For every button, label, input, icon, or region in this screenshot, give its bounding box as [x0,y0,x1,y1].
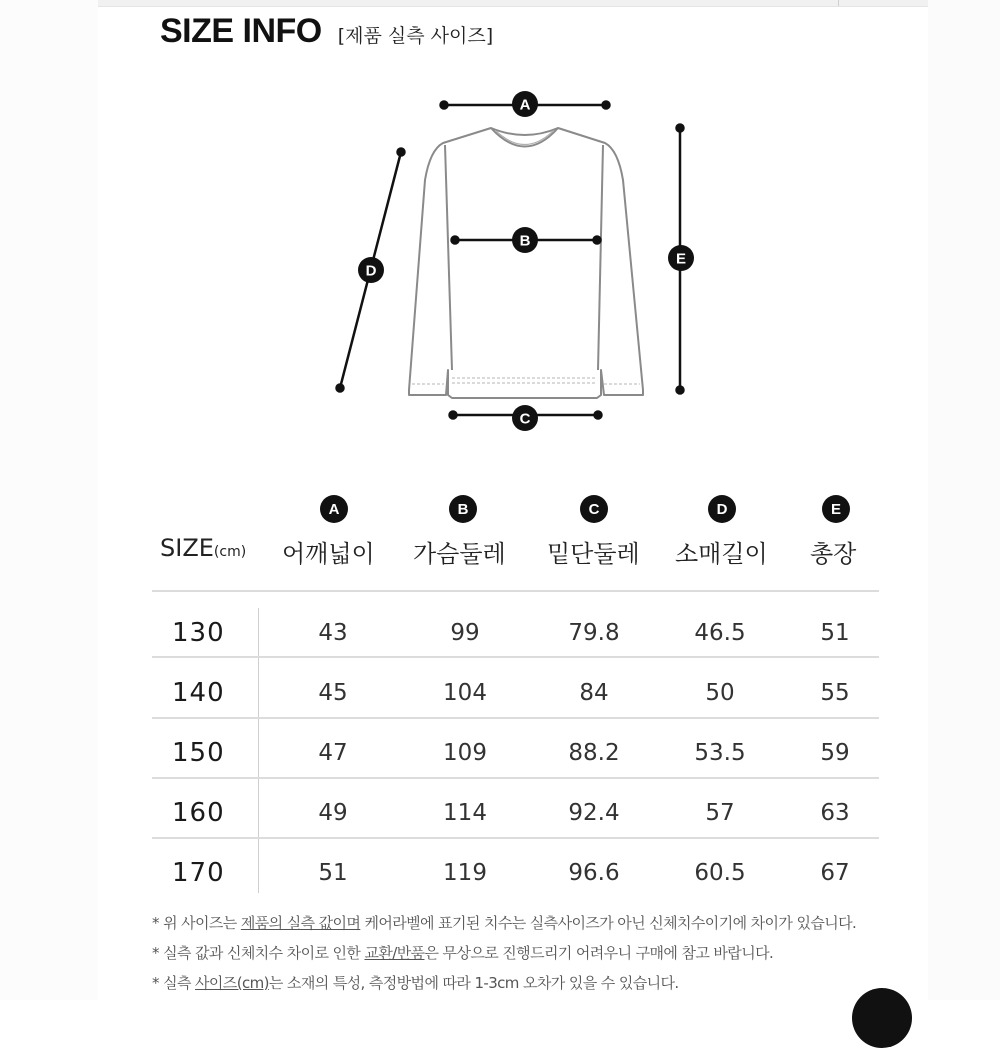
marker-b-text: B [519,232,531,250]
col-d-label: 소매길이 [675,540,768,568]
cell-shoulder: 43 [318,620,348,646]
col-b-marker: B [449,495,477,523]
shirt-outline [409,128,643,398]
row-size: 130 [172,618,225,648]
cell-chest: 114 [443,800,487,826]
cell-length: 55 [820,680,850,706]
row-size: 160 [172,798,225,828]
size-notes [152,908,932,998]
row-size: 170 [172,858,225,888]
col-c-marker: C [580,495,608,523]
marker-a-text: A [519,96,531,114]
cell-shoulder: 45 [318,680,348,706]
cell-hem: 96.6 [568,860,620,886]
table-row [152,658,879,718]
cell-hem: 92.4 [568,800,620,826]
table-header [152,490,879,590]
cell-hem: 79.8 [568,620,620,646]
col-c-label: 밑단둘레 [547,540,640,568]
cell-shoulder: 47 [318,740,348,766]
title-sub: [제품 실측 사이즈] [337,25,494,47]
table-row [152,778,879,838]
cell-length: 63 [820,800,850,826]
cell-chest: 104 [443,680,487,706]
note-exchange [152,938,932,968]
cell-chest: 119 [443,860,487,886]
cell-sleeve: 46.5 [694,620,746,646]
floating-button[interactable] [852,988,912,1048]
note-text: * 위 사이즈는 [152,914,241,932]
cell-sleeve: 50 [705,680,735,706]
marker-c-text: C [519,410,531,428]
size-column-header [160,534,246,562]
marker-e-badge [668,245,694,271]
cell-chest: 109 [443,740,487,766]
title-main: SIZE INFO [160,12,322,50]
note-text: 은 무상으로 진행드리기 어려우니 구매에 참고 바랍니다. [424,944,774,962]
marker-b-badge [512,227,538,253]
note-text: 케어라벨에 표기된 치수는 실측사이즈가 아닌 신체치수이기에 차이가 있습니다. [360,914,857,932]
note-text: 는 소재의 특성, 측정방법에 따라 1-3cm 오차가 있을 수 있습니다. [268,974,679,992]
note-measurement [152,908,932,938]
row-size: 140 [172,678,225,708]
garment-diagram [0,0,1000,460]
cell-chest: 99 [450,620,480,646]
cell-hem: 84 [579,680,609,706]
cell-shoulder: 49 [318,800,348,826]
note-emphasis: 교환/반품 [364,944,425,962]
col-e-marker: E [822,495,850,523]
cell-hem: 88.2 [568,740,620,766]
cell-length: 51 [820,620,850,646]
col-b-label: 가슴둘레 [413,540,506,568]
col-a-label: 어깨넓이 [282,540,375,568]
cell-shoulder: 51 [318,860,348,886]
cell-sleeve: 53.5 [694,740,746,766]
table-row [152,718,879,778]
col-d-marker: D [708,495,736,523]
marker-a-badge [512,91,538,117]
table-row [152,598,879,658]
cell-length: 67 [820,860,850,886]
note-tolerance [152,968,932,998]
cell-length: 59 [820,740,850,766]
marker-c-badge [512,405,538,431]
size-unit: (cm) [213,544,247,560]
col-e-label: 총장 [810,540,857,568]
marker-d-badge [358,257,384,283]
header-divider [152,590,879,592]
note-text: * 실측 [152,974,196,992]
row-size: 150 [172,738,225,768]
note-emphasis: 제품의 실측 값이며 [240,914,361,932]
cell-sleeve: 60.5 [694,860,746,886]
marker-e-text: E [675,250,687,268]
note-emphasis: 사이즈(cm) [195,974,269,992]
col-a-marker: A [320,495,348,523]
table-row [152,838,879,898]
marker-d-text: D [365,262,377,280]
size-label: SIZE [160,534,214,562]
cell-sleeve: 57 [705,800,735,826]
note-text: * 실측 값과 신체치수 차이로 인한 [152,944,365,962]
